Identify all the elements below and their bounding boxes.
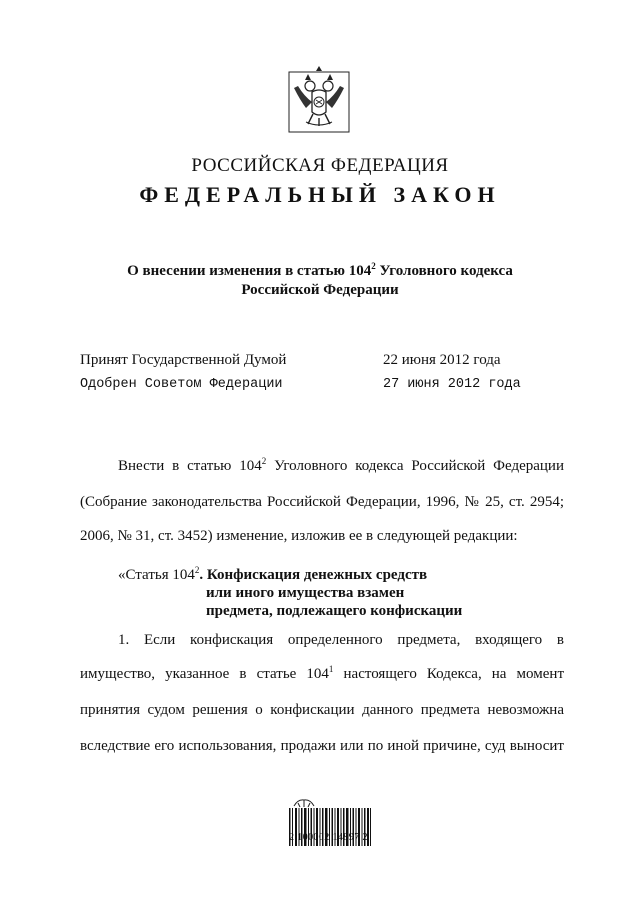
country-heading: РОССИЙСКАЯ ФЕДЕРАЦИЯ (191, 155, 449, 176)
paragraph-2-line-3: принятия судом решения о конфискации данного предмета невозможна (80, 702, 564, 718)
paragraph-1-line-1: Внести в статью $104^2$ Уголовного кодекса Российской Федерации (118, 456, 564, 474)
approved-by-council-date: 27 июня 2012 года (383, 377, 521, 392)
barcode-number: 2 100002 14897 2 (289, 832, 368, 843)
paragraph-1-line-3: 2006, № 31, ст. 3452) изменение, изложив ее в следующей редакции: (80, 528, 518, 544)
paragraph-1-line-2: (Собрание законодательства Российской Федерации, 1996, № 25, ст. 2954; (80, 494, 564, 510)
adopted-by-duma-label: Принят Государственной Думой (80, 352, 287, 368)
coat-of-arms-emblem (286, 62, 352, 134)
article-heading-line-2: или иного имущества взамен (206, 585, 405, 601)
law-title-line-2: Российской Федерации (241, 282, 399, 298)
paragraph-2-line-1: 1. Если конфискация определенного предмета, входящего в (118, 632, 564, 648)
law-title-line-1: О внесении изменения в статью $104^2$ Уголовного кодекса (127, 261, 513, 279)
printer-mark-icon (292, 798, 316, 808)
paragraph-2-line-4: вследствие его использования, продажи или по иной причине, суд выносит (80, 738, 564, 754)
document-type-heading: ФЕДЕРАЛЬНЫЙ ЗАКОН (139, 182, 501, 207)
paragraph-2-line-2: имущество, указанное в статье $104^1$ настоящего Кодекса, на момент (80, 664, 564, 682)
article-heading-line-3: предмета, подлежащего конфискации (206, 603, 463, 619)
approved-by-council-label: Одобрен Советом Федерации (80, 377, 283, 392)
adopted-by-duma-date: 22 июня 2012 года (383, 352, 501, 368)
article-heading-line-1: «Статья $104^2$. Конфискация денежных средств (118, 565, 428, 583)
